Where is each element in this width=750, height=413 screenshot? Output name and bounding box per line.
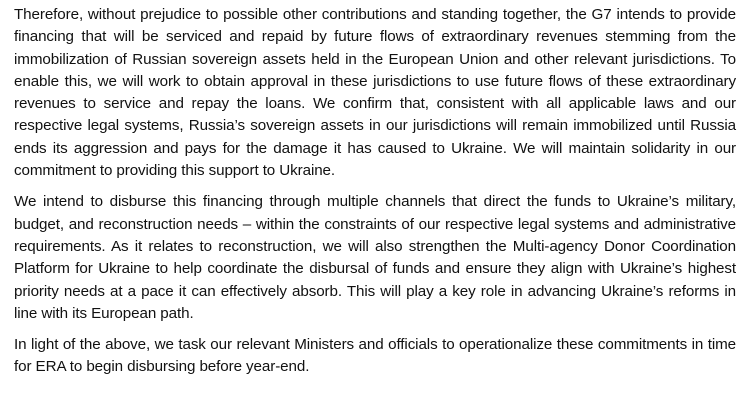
- document-body: [14, 4, 736, 379]
- paragraph-tasking: In light of the above, we task our relevant Ministers and officials to operationalize these commitments in time for ERA to begin disbursing before year-end.: [14, 336, 736, 376]
- paragraph-financing: Therefore, without prejudice to possible other contributions and standing together, the G7 intends to provide financing that will be serviced and repaid by future flows of extraordinary revenues stemming from the immobilization of Russian sovereign assets held in the European Union and other relevant jurisdictions. To enable this, we will work to obtain approval in these jurisdictions to use future flows of these extraordinary revenues to service and repay the loans. We confirm that, consistent with all applicable laws and our respective legal systems, Russia’s sovereign assets in our jurisdictions will remain immobilized until Russia ends its aggression and pays for the damage it has caused to Ukraine. We will maintain solidarity in our commitment to providing this support to Ukraine.: [14, 6, 736, 180]
- paragraph-disbursement: We intend to disburse this financing through multiple channels that direct the funds to Ukraine’s military, budget, and reconstruction needs – within the constraints of our respective legal systems and administrative requirements. As it relates to reconstruction, we will also strengthen the Multi-agency Donor Coordination Platform for Ukraine to help coordinate the disbursal of funds and ensure they align with Ukraine’s highest priority needs at a pace it can effectively absorb. This will play a key role in advancing Ukraine’s reforms in line with its European path.: [14, 193, 736, 322]
